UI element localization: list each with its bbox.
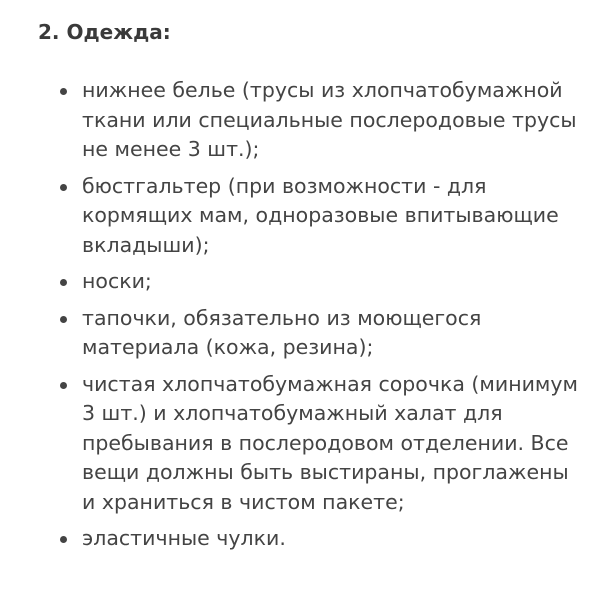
clothing-list <box>38 76 580 554</box>
list-item <box>38 370 580 518</box>
list-item-text: нижнее белье (трусы из хлопчатобумажной ткани или специальные послеродовые трусы не менее 3 шт.); <box>82 78 577 161</box>
list-item <box>38 304 580 363</box>
list-item <box>38 76 580 165</box>
bullet-icon <box>60 184 67 191</box>
list-item <box>38 267 580 297</box>
list-item-text: тапочки, обязательно из моющегося материала (кожа, резина); <box>82 305 482 359</box>
list-item <box>38 172 580 261</box>
list-item <box>38 524 580 554</box>
list-item-text: носки; <box>82 269 152 293</box>
list-item-text: чистая хлопчатобумажная сорочка (минимум 3 шт.) и хлопчатобумажный халат для пребывания в послеродовом отделении. Все вещи должны быть выстираны, проглажены и храниться в чистом пакете; <box>82 371 578 514</box>
bullet-icon <box>60 536 67 543</box>
section-title: 2. Одежда: <box>38 20 171 44</box>
list-item-text: бюстгальтер (при возможности - для кормящих мам, одноразовые впитывающие вкладыши); <box>82 173 559 257</box>
bullet-icon <box>60 279 67 286</box>
bullet-icon <box>60 88 67 95</box>
bullet-icon <box>60 316 67 323</box>
bullet-icon <box>60 382 67 389</box>
list-item-text: эластичные чулки. <box>82 526 286 550</box>
